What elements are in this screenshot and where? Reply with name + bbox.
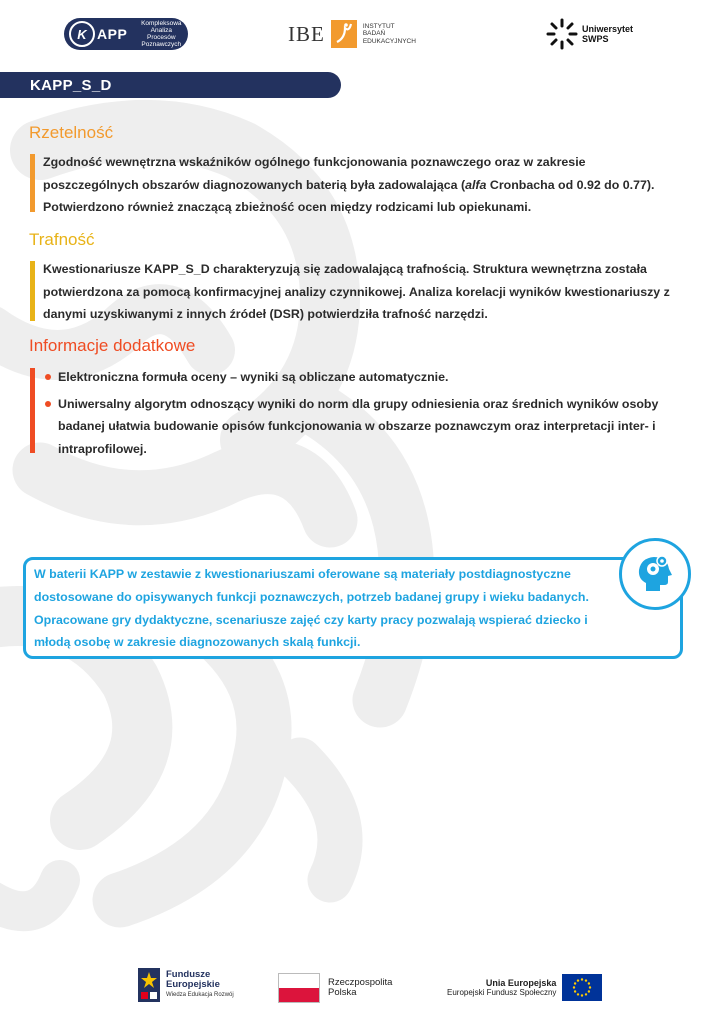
title-bar xyxy=(0,72,341,98)
kapp-subtitle-line: Kompleksowa xyxy=(141,20,182,27)
fe-line: Europejskie xyxy=(166,979,220,990)
list-item-text: Uniwersalny algorytm odnoszący wyniki do norm dla grupy odniesienia oraz średnich wyników osoby badanej ułatwia budowanie opisów funkcjonowania w obszarze poznawczym oraz interpretacji inter- i intraprofilowej. xyxy=(58,396,659,456)
kapp-subtitle-line: Analiza xyxy=(150,27,172,34)
reliability-heading: Rzetelność xyxy=(29,123,114,142)
rp-line: Rzeczpospolita xyxy=(328,976,393,988)
reliability-accent-bar xyxy=(30,154,35,212)
bullet-dot xyxy=(45,401,51,407)
validity-accent-bar xyxy=(30,261,35,321)
fe-logo-text xyxy=(166,970,234,1000)
ue-logo-text xyxy=(447,978,556,998)
ibe-logo-mark xyxy=(331,20,357,48)
rp-line: Polska xyxy=(328,987,357,998)
additional-list xyxy=(43,366,673,464)
list-item xyxy=(43,393,673,461)
kapp-logo xyxy=(64,18,188,50)
kapp-logo-name: APP xyxy=(97,26,128,42)
validity-text: Kwestionariusze KAPP_S_D charakteryzują się zadowalającą trafnością. Struktura wewnętrzna została potwierdzona za pomocą konfirmacyjnej analizy czynnikowej. Analiza korelacji wyników kwestionariuszy z danymi uzyskiwanymi z innych źródeł (DSR) potwierdziła trafność narzędzi. xyxy=(43,262,670,321)
ibe-logo xyxy=(288,18,416,50)
fe-logo-mark xyxy=(138,968,160,1002)
swps-logo-text xyxy=(582,24,633,44)
additional-heading: Informacje dodatkowe xyxy=(29,336,196,355)
rp-logo-text xyxy=(328,978,392,999)
swps-logo xyxy=(546,17,633,51)
reliability-text-part: Cronbacha od 0.92 do 0.77). Potwierdzono również znaczącą zbieżność ocen między rodzicami lub opiekunami. xyxy=(43,177,655,214)
swps-logo-mark xyxy=(546,18,578,50)
kapp-subtitle-line: Procesów xyxy=(147,34,176,41)
eu-flag-icon xyxy=(562,974,602,1001)
ibe-subtitle-line: BADAŃ xyxy=(362,30,386,38)
rzeczpospolita-polska-logo xyxy=(278,973,392,1003)
kapp-logo-mark: K xyxy=(69,21,95,47)
polish-flag-icon xyxy=(278,973,320,1003)
ibe-subtitle-line: INSTYTUT xyxy=(362,22,395,30)
ibe-logo-name: IBE xyxy=(288,21,325,46)
list-item-text: Elektroniczna formuła oceny – wyniki są obliczane automatycznie. xyxy=(58,370,449,384)
callout-text: W baterii KAPP w zestawie z kwestionariuszami oferowane są materiały postdiagnostyczne dostosowane do opisywanych funkcji poznawczych, potrzeb badanej grupy i wieku badanych. Opracowane gry dydaktyczne, scenariusze zajęć czy karty pracy pozwalają wspierać dziecko i młodą osobę w zakresie diagnozowanych skalą funkcji. xyxy=(34,567,589,650)
reliability-text xyxy=(43,151,673,219)
ibe-subtitle-line: EDUKACYJNYCH xyxy=(362,37,416,45)
validity-heading: Trafność xyxy=(29,230,95,249)
swps-line: SWPS xyxy=(582,34,609,44)
unia-europejska-logo xyxy=(447,974,602,1001)
ue-line: Unia Europejska xyxy=(485,977,557,988)
reliability-italic: alfa xyxy=(465,177,487,192)
list-item xyxy=(43,366,673,389)
page-title: KAPP_S_D xyxy=(30,76,112,94)
reliability-text-part: Zgodność wewnętrzna wskaźników ogólnego funkcjonowania poznawczego oraz w zakresie poszczególnych obszarów diagnozowanych baterią była zadowalająca ( xyxy=(43,155,586,192)
kapp-logo-subtitle xyxy=(135,20,187,48)
ibe-logo-subtitle xyxy=(363,23,416,46)
fe-small-line: Wiedza Edukacja Rozwój xyxy=(166,992,234,998)
additional-accent-bar xyxy=(30,368,35,453)
fe-line: Fundusze xyxy=(166,969,211,980)
kapp-subtitle-line: Poznawczych xyxy=(141,41,182,48)
fundusze-europejskie-logo xyxy=(138,968,234,1002)
head-gears-icon xyxy=(619,538,691,610)
bullet-dot xyxy=(45,374,51,380)
swps-line: Uniwersytet xyxy=(582,24,634,34)
ue-line: Europejski Fundusz Społeczny xyxy=(447,987,557,997)
